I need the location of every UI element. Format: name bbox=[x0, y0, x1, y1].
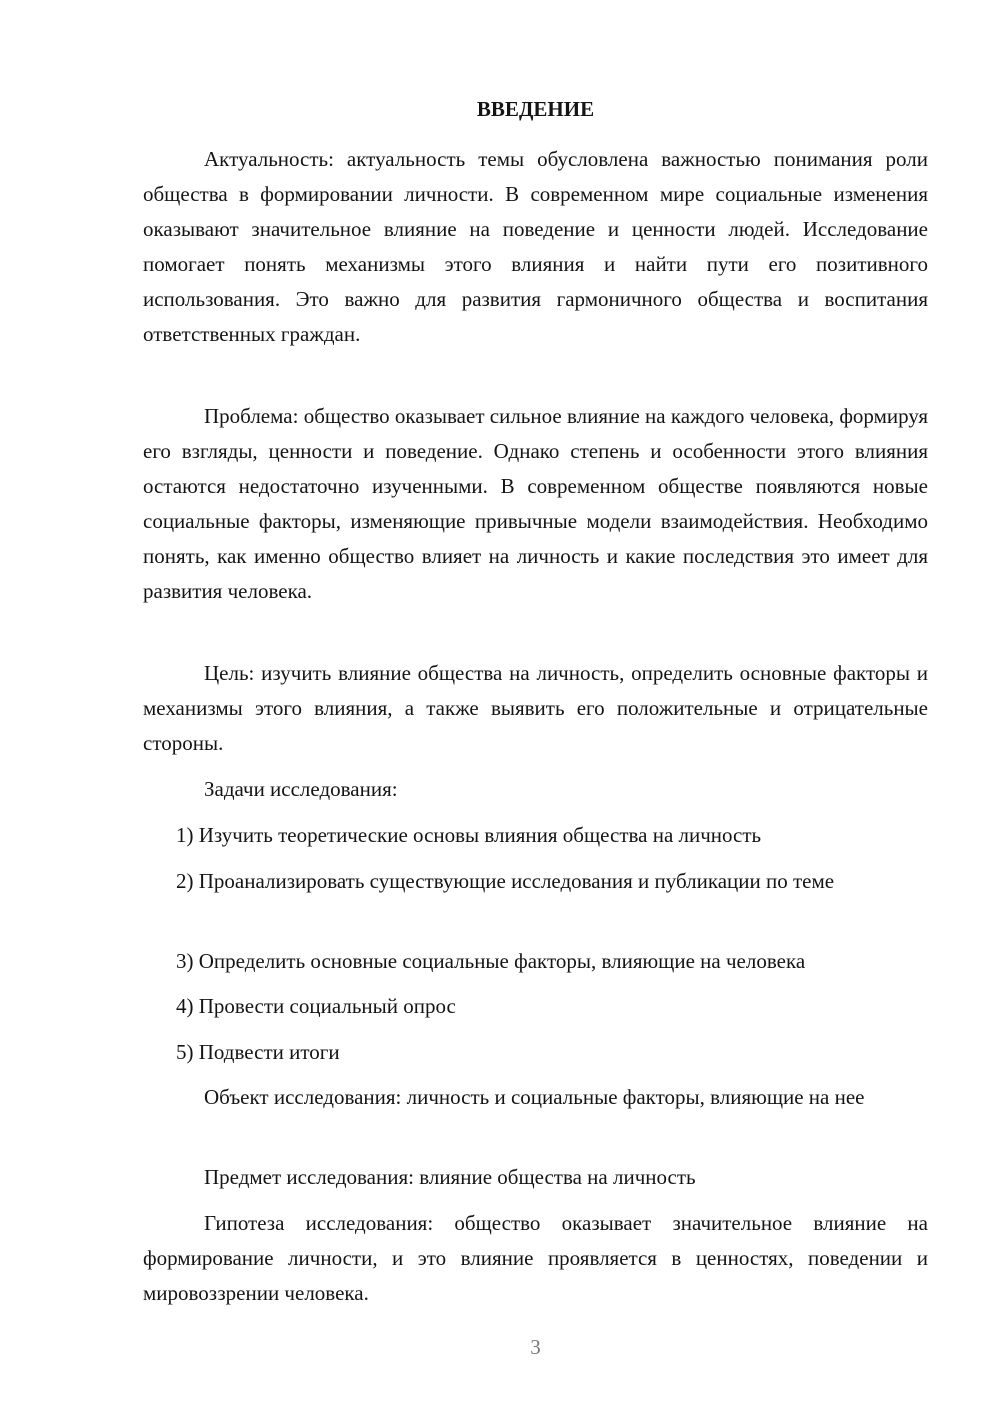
problem-paragraph: Проблема: общество оказывает сильное влияние на каждого человека, формируя его взгляды, ценности и поведение. Однако степень и особенности этого влияния остаются недостаточно изученными. В современном обществе появляются новые социальные факторы, изменяющие привычные модели взаимодействия. Необходимо понять, как именно общество влияет на личность и какие последствия это имеет для развития человека. bbox=[143, 404, 928, 603]
object-paragraph: Объект исследования: личность и социальные факторы, влияющие на нее bbox=[204, 1085, 865, 1109]
relevance-paragraph: Актуальность: актуальность темы обусловлена важностью понимания роли общества в формировании личности. В современном мире социальные изменения оказывают значительное влияние на поведение и ценности людей. Исследование помогает понять механизмы этого влияния и найти пути его позитивного использования. Это важно для развития гармоничного общества и воспитания ответственных граждан. bbox=[143, 147, 928, 346]
task-item-4: 4) Провести социальный опрос bbox=[176, 994, 456, 1018]
task-item-2: 2) Проанализировать существующие исследования и публикации по теме bbox=[176, 869, 835, 893]
page-number: 3 bbox=[530, 1335, 541, 1359]
tasks-heading: Задачи исследования: bbox=[204, 777, 398, 801]
page-title: ВВЕДЕНИЕ bbox=[476, 97, 595, 121]
task-item-5: 5) Подвести итоги bbox=[176, 1040, 340, 1064]
task-item-1: 1) Изучить теоретические основы влияния общества на личность bbox=[176, 823, 762, 847]
goal-paragraph: Цель: изучить влияние общества на личность, определить основные факторы и механизмы этого влияния, а также выявить его положительные и отрицательные стороны. bbox=[143, 661, 928, 755]
task-item-3: 3) Определить основные социальные факторы, влияющие на человека bbox=[176, 949, 806, 973]
hypothesis-paragraph: Гипотеза исследования: общество оказывает значительное влияние на формирование личности, и это влияние проявляется в ценностях, поведении и мировоззрении человека. bbox=[143, 1211, 928, 1305]
subject-paragraph: Предмет исследования: влияние общества на личность bbox=[204, 1165, 696, 1189]
